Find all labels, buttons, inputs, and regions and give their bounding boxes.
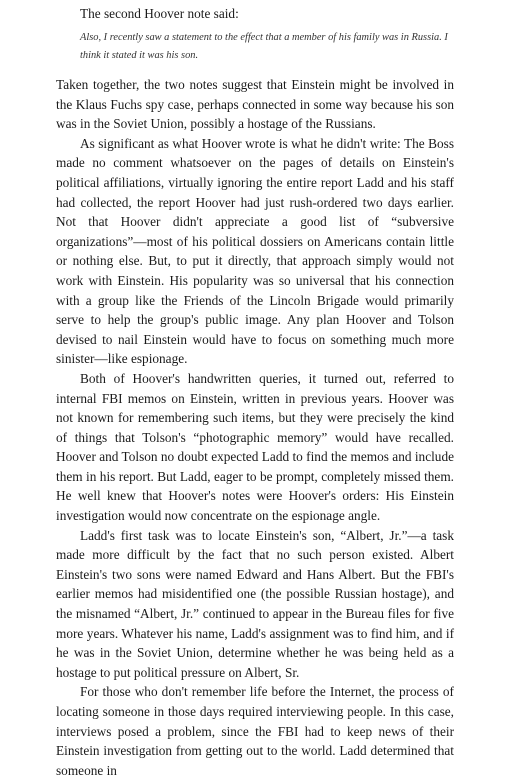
body-paragraph-4: Ladd's first task was to locate Einstein's son, “Albert, Jr.”—a task made more difficult by the fact that no such person existed. Albert Einstein's two sons were named Edward and Hans Albert. But the FBI's earlier memos had misidentified one (the possible Russian hostage), and the misnamed “Albert, Jr.” continued to appear in the Bureau files for five more years. Whatever his name, Ladd's assignment was to find him, and if he was in the Soviet Union, determine whether he was being held as a hostage to put political pressure on Albert, Sr. [56, 527, 454, 680]
lead-in-line: The second Hoover note said: [80, 6, 239, 21]
body-paragraph-2: As significant as what Hoover wrote is what he didn't write: The Boss made no comment whatsoever on the pages of details on Einstein's political affiliations, virtually ignoring the entire report Ladd and his staff had collected, the report Hoover had just rush-ordered two days earlier. Not that Hoover didn't appreciate a good list of “subversive organizations”—most of his political dossiers on Americans contain little or nothing else. But, to put it directly, that approach simply would not work with Einstein. His popularity was so universal that his connection with a group like the Friends of the Lincoln Brigade would primarily serve to help the group's public image. Any plan Hoover and Tolson devised to nail Einstein would have to focus on something much more sinister—like espionage. [56, 135, 454, 367]
body-paragraph-1: Taken together, the two notes suggest that Einstein might be involved in the Klaus Fuchs spy case, perhaps connected in some way because his son was in the Soviet Union, possibly a hostage of the Russians. [56, 77, 454, 132]
hoover-note-quote: Also, I recently saw a statement to the effect that a member of his family was in Russia. I think it stated it was his son. [80, 32, 448, 61]
body-paragraph-5: For those who don't remember life before the Internet, the process of locating someone in those days required interviewing people. In this case, interviews posed a problem, since the FBI had to keep news of their Einstein investigation from getting out to the world. Ladd determined that someone in [56, 684, 454, 778]
body-paragraph-3: Both of Hoover's handwritten queries, it turned out, referred to internal FBI memos on Einstein, written in previous years. Hoover was not known for remembering such items, but they were precisely the kind of things that Tolson's “photographic memory” would have recalled. Hoover and Tolson no doubt expected Ladd to find the memos and include them in his report. But Ladd, eager to be prompt, completely missed them. He well knew that Hoover's notes were Hoover's orders: His Einstein investigation would now concentrate on the espionage angle. [56, 370, 454, 524]
book-page [56, 4, 454, 780]
